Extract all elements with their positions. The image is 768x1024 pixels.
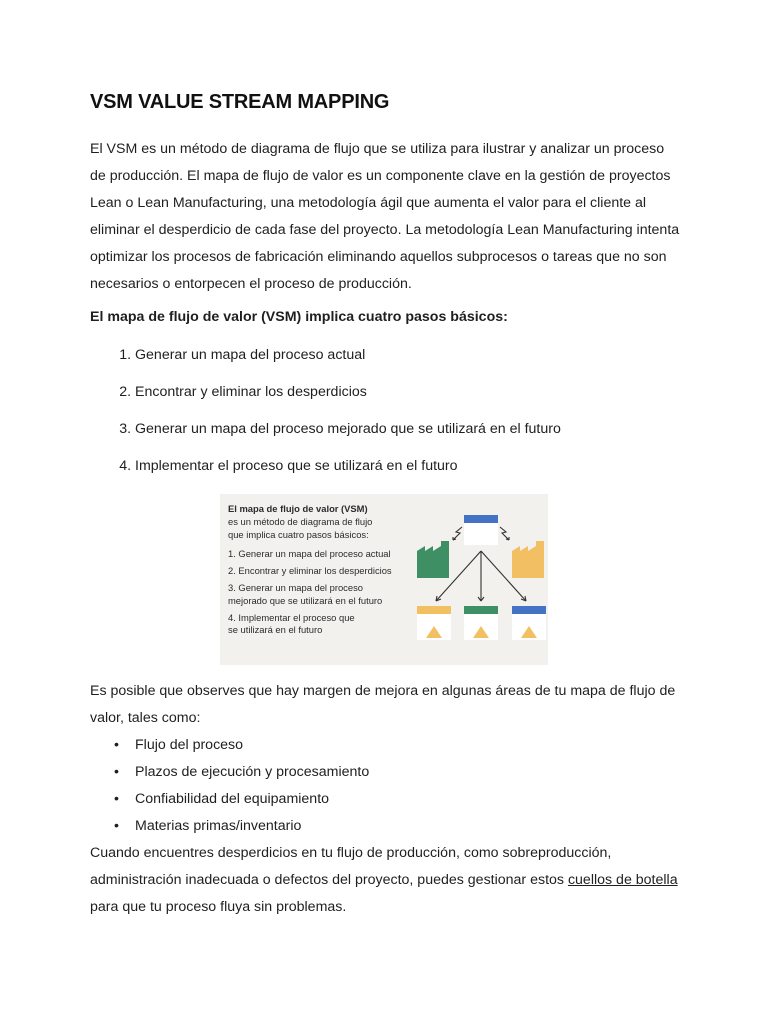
figure-step: 1. Generar un mapa del proceso actual: [228, 548, 391, 560]
list-item: [90, 342, 561, 379]
process-box-green: [464, 606, 498, 640]
step-number: 4.: [119, 458, 132, 474]
page-title: VSM VALUE STREAM MAPPING: [90, 91, 390, 113]
bullet-text: Plazos de ejecución y procesamiento: [135, 764, 370, 780]
vsm-figure: [220, 494, 548, 665]
steps-list: [90, 342, 561, 490]
improvement-list: [90, 732, 369, 840]
list-item: [90, 453, 561, 490]
step-number: 1.: [119, 347, 132, 363]
closing-paragraph: [90, 840, 680, 921]
bottleneck-link[interactable]: cuellos de botella: [567, 872, 678, 888]
figure-step: 3. Generar un mapa del proceso mejorado que se utilizará en el futuro: [228, 581, 383, 606]
bullet-text: Materias primas/inventario: [135, 818, 302, 834]
closing-text-end: para que tu proceso fluya sin problemas.: [90, 899, 347, 915]
factory-icon-yellow: [512, 541, 544, 578]
process-box-blue: [512, 606, 546, 640]
figure-subtitle-line: es un método de diagrama de flujo: [228, 515, 373, 527]
list-item: [90, 732, 369, 759]
bullet-icon: •: [114, 764, 119, 780]
bullet-icon: •: [114, 737, 119, 753]
intro-paragraph: El VSM es un método de diagrama de flujo que se utiliza para ilustrar y analizar un proceso de producción. El mapa de flujo de valor es un componente clave en la gestión de proyectos Lean o Lean Manufacturing, una metodología ágil que aumenta el valor para el cliente al eliminar el desperdicio de cada fase del proyecto. La metodología Lean Manufacturing intenta optimizar los procesos de fabricación eliminando aquellos subprocesos o tareas que no son necesarios o entorpecen el proceso de producción.: [90, 141, 680, 292]
step-text: Implementar el proceso que se utilizará en el futuro: [135, 458, 458, 474]
step-number: 2.: [119, 384, 132, 400]
bullet-icon: •: [114, 791, 119, 807]
figure-title: El mapa de flujo de valor (VSM): [228, 503, 368, 514]
list-item: [90, 813, 369, 840]
lightning-arrow-left-icon: [453, 527, 462, 540]
vsm-diagram: [220, 494, 548, 665]
process-box-top: [464, 515, 498, 545]
figure-step: 4. Implementar el proceso que se utilizará en el futuro: [228, 611, 355, 636]
step-text: Generar un mapa del proceso actual: [135, 347, 366, 363]
improvement-paragraph: Es posible que observes que hay margen de mejora en algunas áreas de tu mapa de flujo de valor, tales como:: [90, 683, 676, 726]
figure-step: 2. Encontrar y eliminar los desperdicios: [228, 565, 392, 577]
process-box-yellow: [417, 606, 451, 640]
bullet-text: Flujo del proceso: [135, 737, 244, 753]
steps-heading: El mapa de flujo de valor (VSM) implica cuatro pasos básicos:: [90, 309, 508, 325]
list-item: [90, 759, 369, 786]
list-item: [90, 416, 561, 453]
list-item: [90, 786, 369, 813]
closing-text: Cuando encuentres desperdicios en tu flujo de producción, como sobreproducción, administración inadecuada o defectos del proyecto, puedes gestionar estos: [90, 845, 612, 888]
figure-subtitle-line: que implica cuatro pasos básicos:: [228, 528, 369, 540]
lightning-arrow-right-icon: [500, 527, 509, 540]
bullet-text: Confiabilidad del equipamiento: [135, 791, 330, 807]
list-item: [90, 379, 561, 416]
bullet-icon: •: [114, 818, 119, 834]
step-text: Generar un mapa del proceso mejorado que se utilizará en el futuro: [135, 421, 561, 437]
factory-icon-green: [417, 541, 449, 578]
step-number: 3.: [119, 421, 132, 437]
step-text: Encontrar y eliminar los desperdicios: [135, 384, 367, 400]
